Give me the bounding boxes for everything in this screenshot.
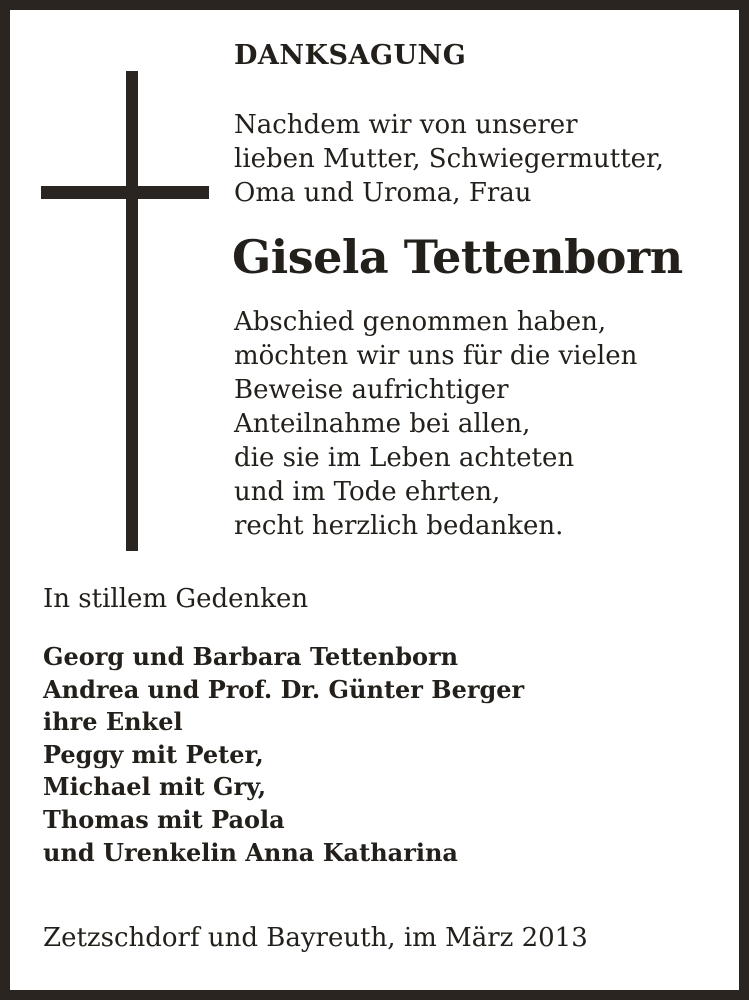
closing-phrase: In stillem Gedenken xyxy=(43,584,309,614)
thanks-text xyxy=(234,305,637,543)
deceased-name: Gisela Tettenborn xyxy=(232,230,683,284)
thanks-line: Abschied genommen haben, xyxy=(234,307,607,337)
signer-line: Georg und Barbara Tettenborn xyxy=(43,642,459,671)
thanks-line: die sie im Leben achteten xyxy=(234,443,575,473)
cross-icon xyxy=(126,71,138,551)
signer-line: Andrea und Prof. Dr. Günter Berger xyxy=(43,674,525,704)
cross-icon-crossbar xyxy=(41,186,209,199)
thanks-line: möchten wir uns für die vielen xyxy=(234,341,638,371)
intro-line: Oma und Uroma, Frau xyxy=(234,178,532,208)
thanks-line: Beweise aufrichtiger xyxy=(234,375,509,405)
notice-heading: DANKSAGUNG xyxy=(234,40,467,71)
signer-line: und Urenkelin Anna Katharina xyxy=(43,837,458,867)
signers-list xyxy=(43,641,524,869)
signer-line: Michael mit Gry, xyxy=(43,772,267,802)
signer-line: Thomas mit Paola xyxy=(43,804,285,834)
place-and-date: Zetzschdorf und Bayreuth, im März 2013 xyxy=(43,923,588,953)
thanks-line: recht herzlich bedanken. xyxy=(234,511,564,541)
signer-line: Peggy mit Peter, xyxy=(43,739,264,769)
intro-line: lieben Mutter, Schwiegermutter, xyxy=(234,144,664,174)
thanks-line: Anteilnahme bei allen, xyxy=(234,409,531,439)
thanks-line: und im Tode ehrten, xyxy=(234,477,501,507)
signer-line: ihre Enkel xyxy=(43,707,183,737)
intro-text xyxy=(234,108,664,210)
intro-line: Nachdem wir von unserer xyxy=(234,110,578,140)
